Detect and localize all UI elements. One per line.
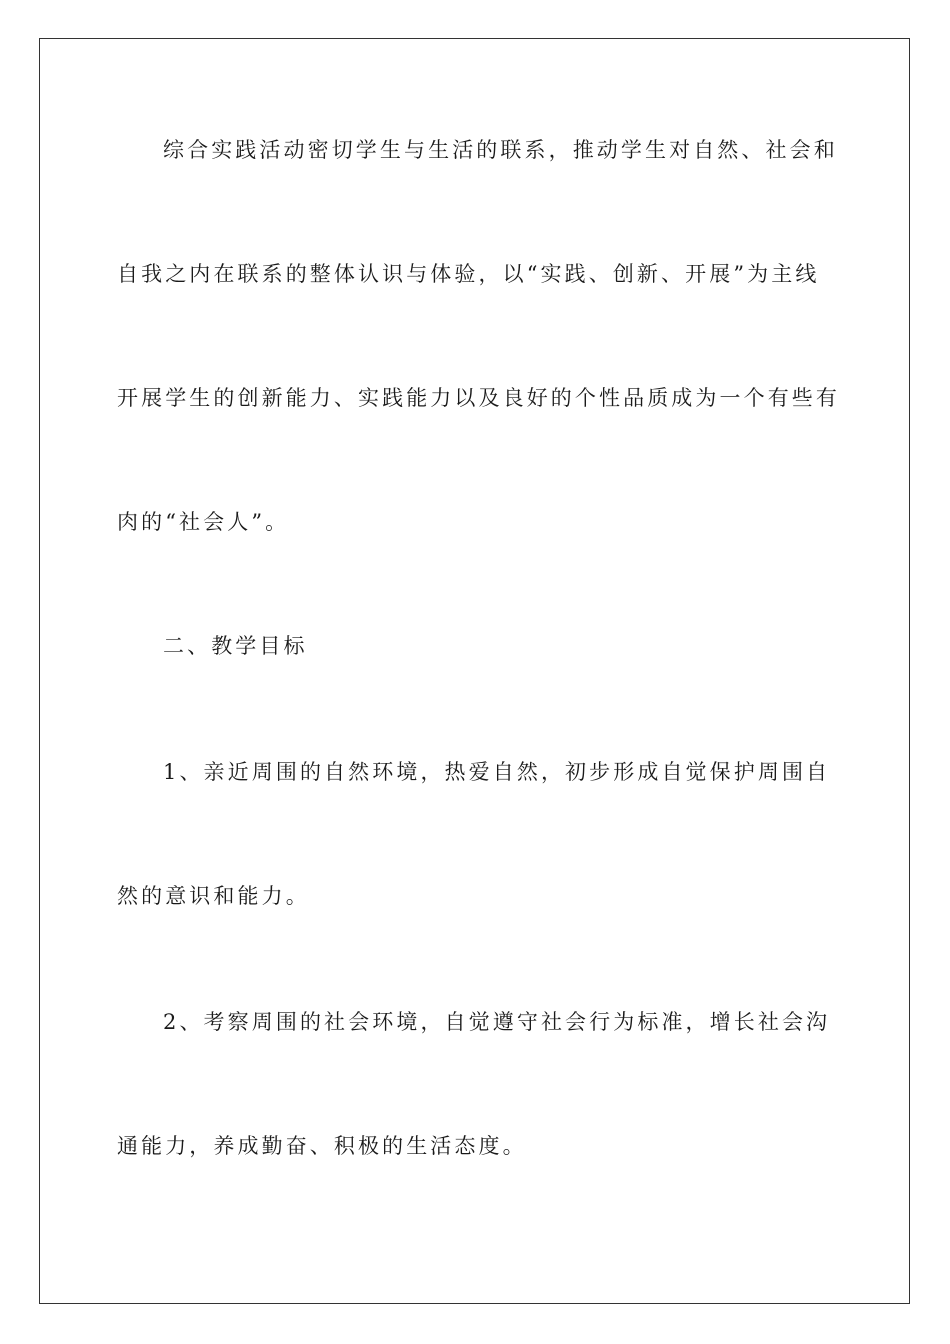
goal-1-line-2: 然的意识和能力。	[117, 884, 310, 908]
goal-2-line-2: 通能力，养成勤奋、积极的生活态度。	[117, 1134, 527, 1158]
section-heading: 二、教学目标	[163, 634, 308, 658]
goal-2-line-1: 2、考察周围的社会环境，自觉遵守社会行为标准，增长社会沟	[163, 1010, 831, 1034]
intro-paragraph-line-1: 综合实践活动密切学生与生活的联系，推动学生对自然、社会和	[163, 138, 838, 162]
intro-paragraph-line-3: 开展学生的创新能力、实践能力以及良好的个性品质成为一个有些有	[117, 386, 840, 410]
page-border	[39, 38, 910, 1304]
goal-1-line-1: 1、亲近周围的自然环境，热爱自然，初步形成自觉保护周围自	[163, 760, 831, 784]
intro-paragraph-line-4: 肉的“社会人”。	[117, 510, 290, 534]
intro-paragraph-line-2: 自我之内在联系的整体认识与体验，以“实践、创新、开展”为主线	[117, 262, 820, 286]
